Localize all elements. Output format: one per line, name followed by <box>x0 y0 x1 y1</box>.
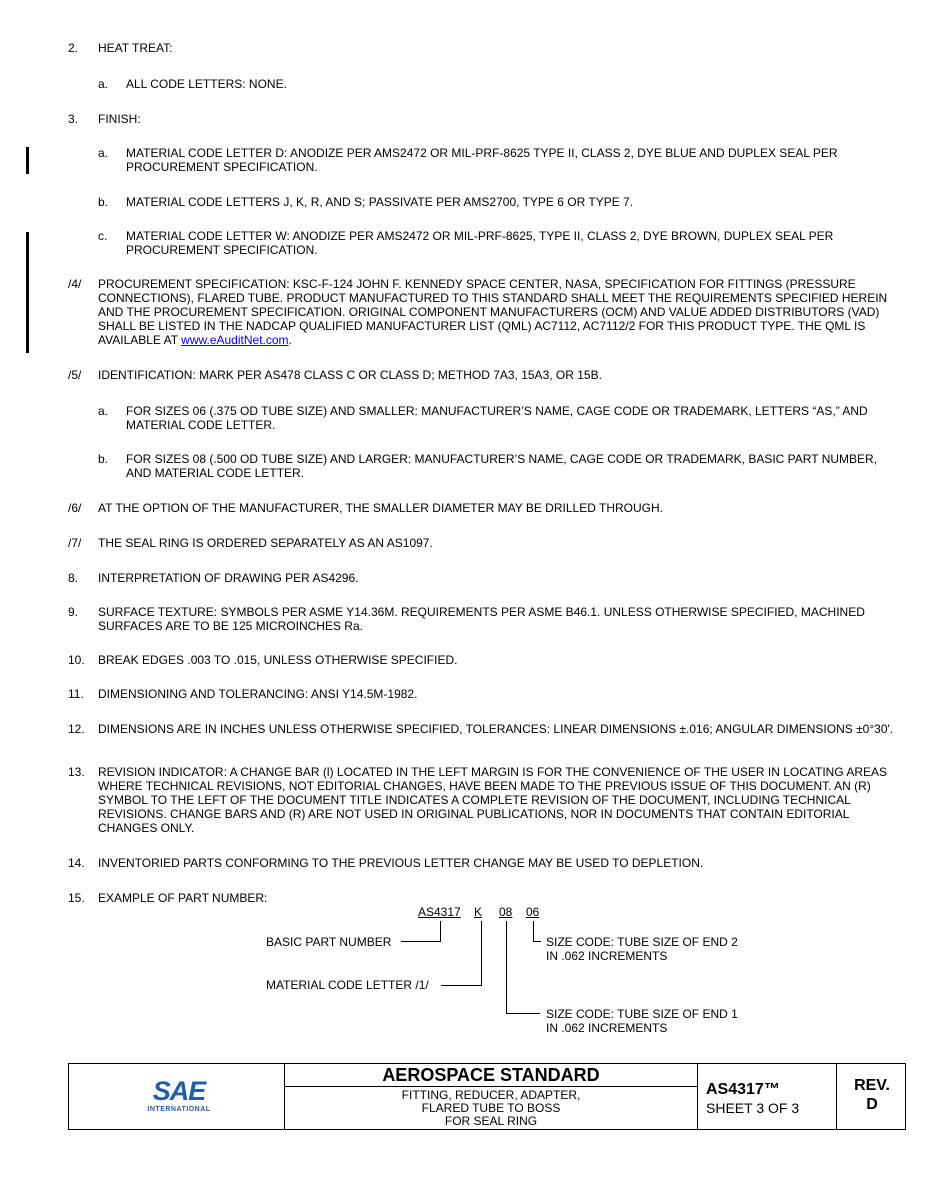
revision-label: REV. <box>854 1077 890 1094</box>
note-text: FOR SIZES 06 (.375 OD TUBE SIZE) AND SMALLER: MANUFACTURER’S NAME, CAGE CODE OR TRADEMARK, LETTERS “AS,” AND MATERIAL CODE LETTER. <box>126 404 868 432</box>
leader-end1-v <box>506 921 507 1013</box>
note-text: FINISH: <box>98 112 141 126</box>
note-number: /5/ <box>68 368 82 382</box>
end1-label-line2: IN .062 INCREMENTS <box>546 1021 668 1035</box>
document-desc-line1: FITTING, REDUCER, ADAPTER, <box>401 1088 581 1102</box>
note-number: 3. <box>68 112 79 126</box>
part-code-end1: 08 <box>499 905 513 919</box>
note-text: MATERIAL CODE LETTER W: ANODIZE PER AMS2472 OR MIL-PRF-8625, TYPE II, CLASS 2, DYE BROWN, DUPLEX SEAL PER PROCUREMENT SPECIFICATION. <box>126 229 834 257</box>
doc-number-cell <box>698 1064 837 1129</box>
note-number: 13. <box>68 765 85 779</box>
note-end: . <box>288 333 292 347</box>
note-text: HEAT TREAT: <box>98 41 173 55</box>
note-text: EXAMPLE OF PART NUMBER: <box>98 891 268 905</box>
note-2 <box>68 41 898 55</box>
note-text: MATERIAL CODE LETTER D: ANODIZE PER AMS2472 OR MIL-PRF-8625 TYPE II, CLASS 2, DYE BLUE AND DUPLEX SEAL PER PROCUREMENT SPECIFICATION. <box>126 146 838 174</box>
note-12 <box>68 722 898 736</box>
note-3c <box>98 229 898 257</box>
note-number: 11. <box>68 687 84 701</box>
part-code-end2: 06 <box>526 905 540 919</box>
change-bar <box>26 147 29 174</box>
note-text: BREAK EDGES .003 TO .015, UNLESS OTHERWISE SPECIFIED. <box>98 653 458 667</box>
note-number: a. <box>98 77 109 91</box>
note-5b <box>98 452 898 480</box>
note-number: /7/ <box>68 536 82 550</box>
document-desc-line2: FLARED TUBE TO BOSS <box>421 1101 561 1115</box>
sae-logo-sub: INTERNATIONAL <box>147 1106 211 1113</box>
note-text: AT THE OPTION OF THE MANUFACTURER, THE SMALLER DIAMETER MAY BE DRILLED THROUGH. <box>98 501 663 515</box>
note-number: 14. <box>68 856 85 870</box>
note-6 <box>68 501 898 515</box>
note-7 <box>68 536 898 550</box>
note-5 <box>68 368 898 382</box>
note-text <box>98 277 898 347</box>
note-text: DIMENSIONS ARE IN INCHES UNLESS OTHERWISE SPECIFIED, TOLERANCES: LINEAR DIMENSIONS ±.016; ANGULAR DIMENSIONS ±0°30'. <box>98 722 894 736</box>
sae-logo-mark: SAE <box>152 1076 206 1106</box>
note-number: a. <box>98 404 109 418</box>
basic-part-number-label: BASIC PART NUMBER <box>266 935 392 949</box>
note-text: FOR SIZES 08 (.500 OD TUBE SIZE) AND LARGER: MANUFACTURER’S NAME, CAGE CODE OR TRADEMARK, BASIC PART NUMBER, AND MATERIAL CODE LETTER. <box>126 452 878 480</box>
note-number: /6/ <box>68 501 82 515</box>
note-number: 12. <box>68 722 85 736</box>
revision-cell <box>837 1064 907 1129</box>
leader-end2-v <box>533 921 534 942</box>
leader-material-v <box>481 921 482 985</box>
note-10 <box>68 653 898 667</box>
note-number: a. <box>98 146 109 160</box>
leader-end1-h <box>506 1013 540 1014</box>
part-code-basic: AS4317 <box>418 905 461 919</box>
end2-label-line2: IN .062 INCREMENTS <box>546 949 668 963</box>
leader-basic-h <box>401 941 441 942</box>
sheet-number: SHEET 3 OF 3 <box>706 1100 800 1116</box>
note-text: SURFACE TEXTURE: SYMBOLS PER ASME Y14.36M. REQUIREMENTS PER ASME B46.1. UNLESS OTHERWISE SPECIFIED, MACHINED SURFACES ARE TO BE 125 MICROINCHES Ra. <box>98 605 865 633</box>
note-3b <box>98 195 898 209</box>
end1-label-line1: SIZE CODE: TUBE SIZE OF END 1 <box>546 1007 738 1021</box>
leader-material-h <box>441 985 482 986</box>
note-number: /4/ <box>68 277 82 291</box>
note-text: INVENTORIED PARTS CONFORMING TO THE PREVIOUS LETTER CHANGE MAY BE USED TO DEPLETION. <box>98 856 704 870</box>
sae-logo <box>139 1077 219 1117</box>
note-13 <box>68 765 898 835</box>
note-number: 2. <box>68 41 79 55</box>
note-5a <box>98 404 898 432</box>
note-text: REVISION INDICATOR: A CHANGE BAR (l) LOCATED IN THE LEFT MARGIN IS FOR THE CONVENIENCE OF THE USER IN LOCATING AREAS WHERE TECHNICAL REVISIONS, NOT EDITORIAL CHANGES, HAVE BEEN MADE TO THE PREVIOUS ISSUE OF THIS DOCUMENT. AN (R) SYMBOL TO THE LEFT OF THE DOCUMENT TITLE INDICATES A COMPLETE REVISION OF THE DOCUMENT, INCLUDING TECHNICAL REVISIONS. CHANGE BARS AND (R) ARE NOT USED IN ORIGINAL PUBLICATIONS, NOR IN DOCUMENTS THAT CONTAIN EDITORIAL CHANGES ONLY. <box>98 765 888 835</box>
note-number: c. <box>98 229 108 243</box>
note-number: b. <box>98 452 109 466</box>
note-4 <box>68 277 898 347</box>
leader-basic-v <box>440 921 441 941</box>
title-block <box>68 1063 906 1130</box>
note-number: b. <box>98 195 109 209</box>
part-code-material: K <box>474 905 483 919</box>
note-text: IDENTIFICATION: MARK PER AS478 CLASS C OR CLASS D; METHOD 7A3, 15A3, OR 15B. <box>98 368 602 382</box>
note-2a <box>98 77 898 91</box>
logo-cell <box>69 1064 285 1129</box>
end2-label-line1: SIZE CODE: TUBE SIZE OF END 2 <box>546 935 738 949</box>
note-number: 10. <box>68 653 85 667</box>
document-number: AS4317™ <box>706 1081 780 1098</box>
eauditnet-link[interactable]: www.eAuditNet.com <box>181 333 289 347</box>
note-14 <box>68 856 898 870</box>
note-3a <box>98 146 898 174</box>
note-number: 9. <box>68 605 79 619</box>
change-bar <box>26 232 29 353</box>
note-8 <box>68 571 898 585</box>
note-number: 15. <box>68 891 85 905</box>
description-cell <box>285 1064 698 1129</box>
revision-value: D <box>866 1096 878 1113</box>
note-text: DIMENSIONING AND TOLERANCING: ANSI Y14.5M-1982. <box>98 687 418 701</box>
note-text: INTERPRETATION OF DRAWING PER AS4296. <box>98 571 359 585</box>
note-text: MATERIAL CODE LETTERS J, K, R, AND S; PASSIVATE PER AMS2700, TYPE 6 OR TYPE 7. <box>126 195 634 209</box>
note-3 <box>68 112 898 126</box>
note-11 <box>68 687 898 701</box>
note-number: 8. <box>68 571 79 585</box>
note-15 <box>68 891 898 905</box>
leader-end2-h <box>533 941 541 942</box>
note-text: THE SEAL RING IS ORDERED SEPARATELY AS AN AS1097. <box>98 536 433 550</box>
document-heading: AEROSPACE STANDARD <box>285 1064 697 1087</box>
document-desc-line3: FOR SEAL RING <box>444 1114 538 1128</box>
material-code-label: MATERIAL CODE LETTER /1/ <box>266 978 429 992</box>
note-9 <box>68 605 898 633</box>
note-body: PROCUREMENT SPECIFICATION: KSC-F-124 JOHN F. KENNEDY SPACE CENTER, NASA, SPECIFICATION FOR FITTINGS (PRESSURE CONNECTIONS), FLARED TUBE. PRODUCT MANUFACTURED TO THIS STANDARD SHALL MEET THE REQUIREMENTS SPECIFIED HEREIN AND THE PROCUREMENT SPECIFICATION. ORIGINAL COMPONENT MANUFACTURERS (OCM) AND VALUE ADDED DISTRIBUTORS (VAD) SHALL BE LISTED IN THE NADCAP QUALIFIED MANUFACTURER LIST (QML) AC7112, AC7112/2 FOR THIS PRODUCT TYPE. THE QML IS AVAILABLE AT <box>98 277 888 347</box>
note-text: ALL CODE LETTERS: NONE. <box>126 77 287 91</box>
